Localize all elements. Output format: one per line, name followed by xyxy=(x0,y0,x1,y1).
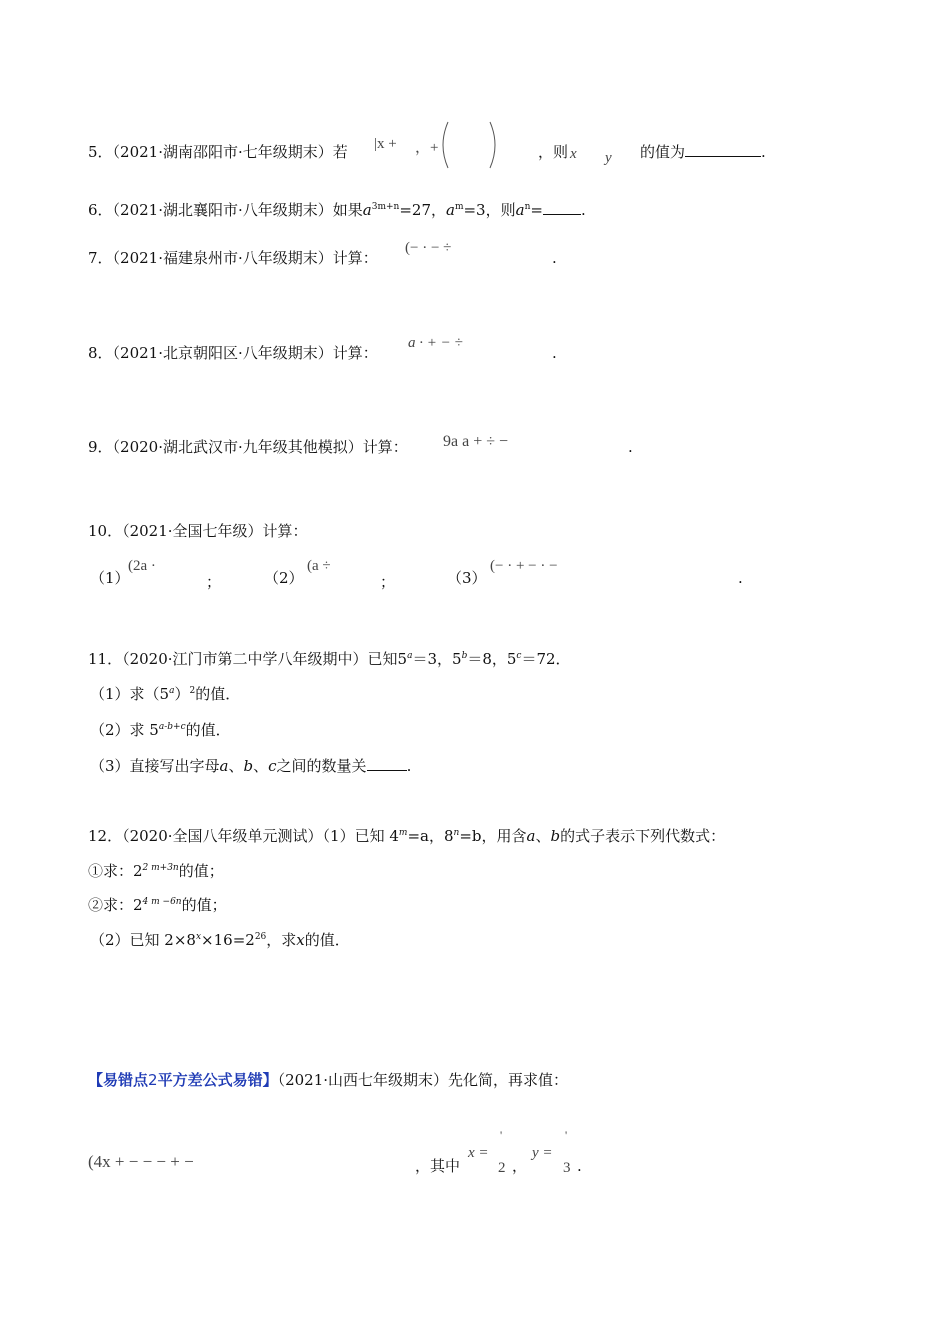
q12-part2-exp: x xyxy=(195,932,202,942)
q12-part2-x: x xyxy=(296,931,305,949)
q5-source: （2021·湖南邵阳市·七年级期末）若 xyxy=(112,143,348,161)
q11-part3-mid: 之间的数量关 xyxy=(276,757,367,775)
q10-part2-sep: ； xyxy=(380,573,396,591)
q11-t1: ＝3， xyxy=(412,650,453,668)
q6-a2: a xyxy=(445,201,455,219)
q5-y: y xyxy=(605,150,612,166)
question-11 xyxy=(88,649,571,669)
q6-number: 6． xyxy=(88,201,113,219)
q11-sep2: 、 xyxy=(253,757,269,775)
question-8 xyxy=(88,343,378,363)
q6-exp3: n xyxy=(524,202,531,212)
q11-letter-c: c xyxy=(268,757,277,775)
error-prone-end: . xyxy=(577,1157,582,1175)
q6-exp2: m xyxy=(454,202,464,212)
q8-source: （2021·北京朝阳区·八年级期末）计算： xyxy=(112,344,378,362)
q5-tail-text: 的值为 xyxy=(640,143,686,161)
q12-item1 xyxy=(88,861,224,881)
q10-source: （2021·全国七年级）计算： xyxy=(122,522,308,540)
q11-part2 xyxy=(90,720,231,740)
q11-part3-pre: （3）直接写出字母 xyxy=(90,757,220,775)
q11-letter-a: a xyxy=(219,757,229,775)
q10-end: . xyxy=(738,569,743,587)
q5-x: x xyxy=(570,146,577,162)
q12-item2 xyxy=(88,895,227,915)
q12-item1-post: 的值； xyxy=(178,862,224,880)
q11-part2-post: 的值． xyxy=(185,721,231,739)
q10-part2-label: （2） xyxy=(264,569,304,587)
q7-source: （2021·福建泉州市·八年级期末）计算： xyxy=(112,249,378,267)
q12-letter-b: b xyxy=(550,827,561,845)
q10-part1-sep: ； xyxy=(206,573,222,591)
q10-part2-expression: (a ÷ xyxy=(307,558,331,574)
q10-number: 10． xyxy=(88,522,123,540)
tag-open: 【易错点 xyxy=(88,1071,149,1089)
q11-part3 xyxy=(90,756,411,776)
q11-part2-pre: （2）求 5 xyxy=(90,721,159,739)
question-6 xyxy=(88,200,586,220)
question-9 xyxy=(88,437,408,457)
q11-part1-pre: （1）求（5 xyxy=(90,685,170,703)
q12-number: 12． xyxy=(88,827,123,845)
question-12 xyxy=(88,826,725,846)
q11-letter-b: b xyxy=(243,757,254,775)
q10-part1-label: （1） xyxy=(90,569,130,587)
error-prone-y-den: 3 xyxy=(563,1160,571,1176)
q10-part1-expression: (2a · xyxy=(128,558,156,574)
q11-exp1: a xyxy=(407,651,413,661)
q11-part1-exp: a xyxy=(169,686,175,696)
q10-part3-label: （3） xyxy=(447,569,487,587)
q12-part2-exp2: 26 xyxy=(254,932,267,942)
q11-base3: 5 xyxy=(506,650,517,668)
q7-expression: (− · − ÷ xyxy=(405,240,452,256)
q12-sep: 、 xyxy=(535,827,551,845)
q11-answer-blank[interactable] xyxy=(367,756,407,771)
q12-item2-post: 的值； xyxy=(181,896,227,914)
q11-part2-exp: a-b+c xyxy=(158,722,186,732)
tag-text: 平方差公式易错】 xyxy=(157,1071,278,1089)
q6-exp1: 3m+n xyxy=(371,202,400,212)
q12-part2-mid2: ，求 xyxy=(266,931,297,949)
q12-part2-pre: （2）已知 2×8 xyxy=(90,931,196,949)
q9-source: （2020·湖北武汉市·九年级其他模拟）计算： xyxy=(112,438,408,456)
q12-item2-pre: ②求：2 xyxy=(88,896,143,914)
q12-source: （2020·全国八年级单元测试）（1）已知 4 xyxy=(122,827,399,845)
tag-number: 2 xyxy=(148,1071,158,1089)
q11-base1: 5 xyxy=(397,650,408,668)
q12-letter-a: a xyxy=(526,827,536,845)
q9-end: . xyxy=(628,438,633,456)
q5-end: . xyxy=(761,143,766,161)
q12-exp1: m xyxy=(398,828,408,838)
q12-part2-post: 的值． xyxy=(304,931,350,949)
q7-number: 7． xyxy=(88,249,113,267)
error-prone-x-den: 2 xyxy=(498,1160,506,1176)
q6-a3: a xyxy=(515,201,525,219)
q11-t2: ＝8， xyxy=(467,650,507,668)
q11-part1-post: 的值． xyxy=(195,685,241,703)
error-prone-expression: (4x + − − − + − xyxy=(88,1152,194,1171)
q11-t3: ＝72． xyxy=(521,650,571,668)
error-prone-x-num-mark: ' xyxy=(500,1128,503,1142)
q11-source: （2020·江门市第二中学八年级期中）已知 xyxy=(122,650,398,668)
q12-t1: =a，8 xyxy=(407,827,454,845)
q11-part1-mid: ） xyxy=(174,685,190,703)
q5-then: ，则 xyxy=(538,143,569,161)
q6-a1: a xyxy=(362,201,372,219)
q7-end: . xyxy=(552,249,557,267)
q11-exp2: b xyxy=(461,651,468,661)
q11-exp3: c xyxy=(516,651,522,661)
error-prone-comma: ， xyxy=(512,1157,528,1175)
q11-part3-end: . xyxy=(406,757,412,775)
error-prone-heading xyxy=(88,1070,568,1090)
error-prone-where: ，其中 xyxy=(415,1157,461,1175)
q8-end: . xyxy=(552,344,557,362)
q5-number: 5． xyxy=(88,143,113,161)
error-prone-y-eq: y = xyxy=(532,1145,553,1161)
q11-base2: 5 xyxy=(452,650,462,668)
error-prone-tag xyxy=(88,1071,278,1089)
q12-item2-exp: 4 m −6n xyxy=(142,897,182,907)
q6-answer-blank[interactable] xyxy=(543,200,581,215)
q6-source: （2021·湖北襄阳市·八年级期末）如果 xyxy=(112,201,363,219)
q6-t1: =27， xyxy=(399,201,446,219)
q6-t3: = xyxy=(530,201,543,219)
q12-item1-exp: 2 m+3n xyxy=(142,863,179,873)
q9-expression: 9a a + ÷ − xyxy=(443,433,509,450)
q5-answer-blank[interactable] xyxy=(685,142,761,157)
error-prone-source: （2021·山西七年级期末）先化简，再求值： xyxy=(277,1071,569,1089)
q12-exp2: n xyxy=(453,828,460,838)
q10-part3-expression: (− · + − · − xyxy=(490,558,558,574)
q11-part1 xyxy=(90,684,240,704)
q6-end: . xyxy=(580,201,586,219)
q8-number: 8． xyxy=(88,344,113,362)
q5-abs-expr: |x + xyxy=(374,136,397,152)
q12-t2: =b，用含 xyxy=(459,827,527,845)
q5-plus: ，+ xyxy=(415,140,439,156)
error-prone-x-eq: x = xyxy=(468,1145,489,1161)
q12-part2 xyxy=(90,930,350,950)
q12-t3: 的式子表示下列代数式： xyxy=(560,827,726,845)
q11-number: 11． xyxy=(88,650,123,668)
q8-expression: a · + − ÷ xyxy=(408,335,463,351)
q11-sep1: 、 xyxy=(228,757,244,775)
q11-part1-exp2: 2 xyxy=(189,686,196,696)
q5-tail xyxy=(640,142,766,162)
question-7 xyxy=(88,248,378,268)
q5-parenthesis-group xyxy=(434,118,504,172)
q12-part2-mid: ×16=2 xyxy=(201,931,255,949)
error-prone-y-num-mark: ' xyxy=(565,1128,568,1142)
q6-t2: =3，则 xyxy=(463,201,516,219)
q12-item1-pre: ①求：2 xyxy=(88,862,143,880)
question-5 xyxy=(88,142,348,162)
question-10 xyxy=(88,521,308,541)
q9-number: 9． xyxy=(88,438,113,456)
